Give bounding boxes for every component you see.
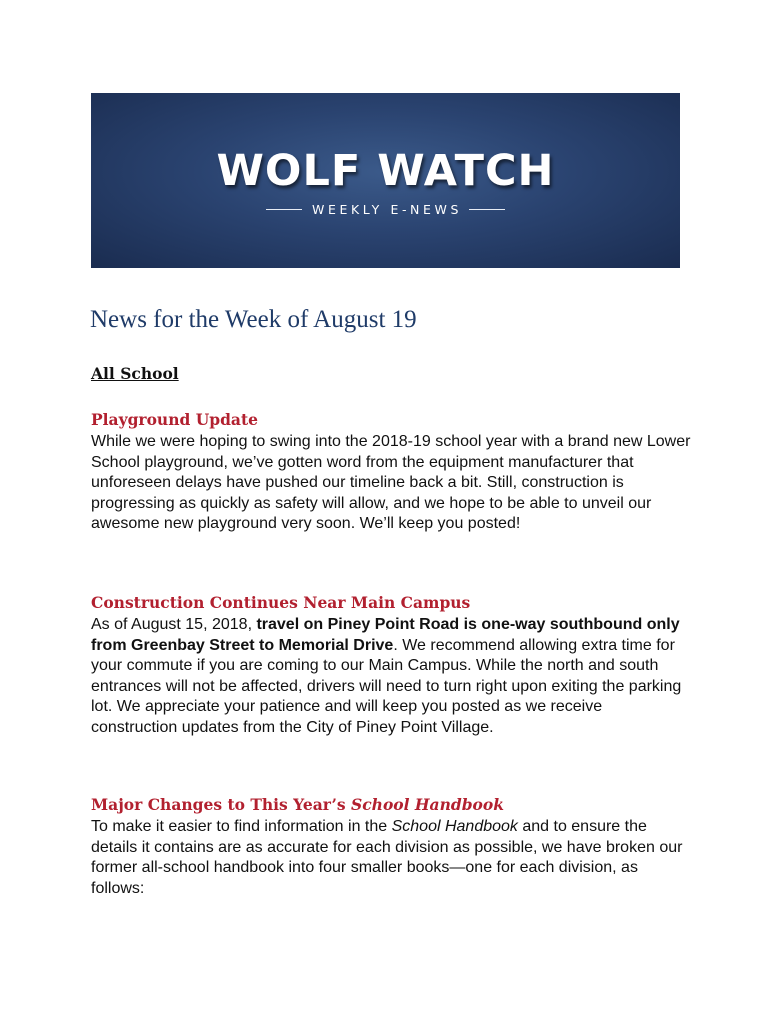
body-text: To make it easier to find information in the [91, 818, 392, 835]
newsletter-subtitle-row [266, 202, 505, 217]
article-body [91, 615, 691, 739]
divider-left [266, 209, 302, 210]
newsletter-subtitle: WEEKLY E-NEWS [311, 202, 463, 217]
article-construction [91, 593, 691, 739]
article-heading: Playground Update [91, 410, 258, 429]
body-bold-text: travel on Piney Point Road is one-way southbound only from Greenbay Street to Memorial Drive [91, 616, 680, 654]
header-banner [91, 93, 680, 268]
body-italic-text: School Handbook [391, 818, 518, 835]
article-heading [91, 795, 691, 814]
body-text: . We recommend allowing extra time for your commute if you are coming to our Main Campus. While the north and south entrances will not be affected, drivers will need to turn right upon exiting the parking lot. We appreciate your patience and will keep you posted as we receive construction updates from the City of Piney Point Village. [91, 636, 682, 736]
heading-text: Major Changes to This Year’s [91, 795, 352, 814]
body-text: As of August 15, 2018, [91, 616, 257, 633]
article-playground-update [91, 410, 691, 535]
page-title: News for the Week of August 19 [90, 306, 417, 333]
article-body [91, 817, 691, 899]
section-heading-all-school: All School [91, 364, 179, 383]
article-body: While we were hoping to swing into the 2018-19 school year with a brand new Lower School playground, we’ve gotten word from the equipment manufacturer that unforeseen delays have pushed our timeline back a bit. Still, construction is progressing as quickly as safety will allow, and we hope to be able to unveil our awesome new playground very soon. We’ll keep you posted! [91, 433, 691, 533]
article-handbook-changes [91, 795, 691, 899]
body-text: and to ensure the details it contains are as accurate for each division as possible, we have broken our former all-school handbook into four smaller books—one for each division, as follows: [91, 818, 683, 897]
newsletter-title: WOLF WATCH [216, 146, 555, 196]
divider-right [469, 209, 505, 210]
heading-italic-text: School Handbook [351, 795, 504, 814]
article-heading: Construction Continues Near Main Campus [91, 593, 471, 612]
